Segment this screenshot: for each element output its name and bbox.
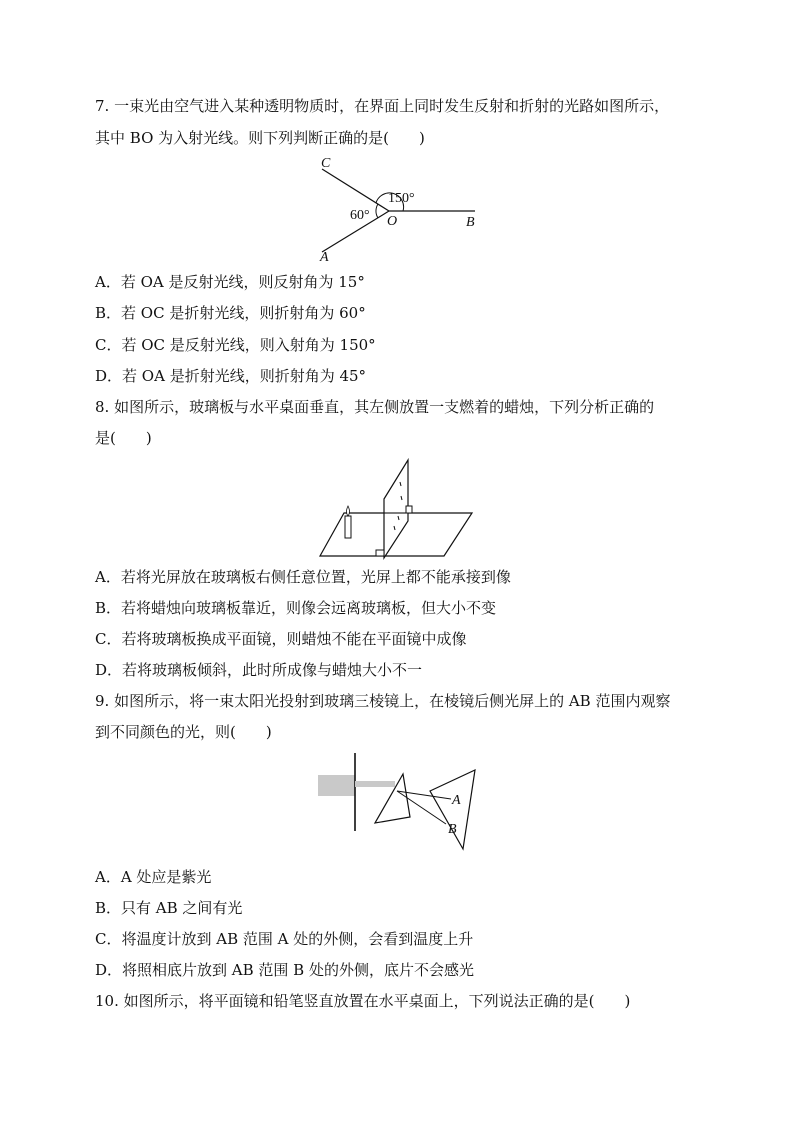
q7-option-d: D．若 OA 是折射光线，则折射角为 45° bbox=[95, 367, 367, 385]
label-b: B bbox=[448, 822, 457, 837]
sunlight-source bbox=[318, 775, 355, 796]
q7-option-b: B．若 OC 是折射光线，则折射角为 60° bbox=[95, 304, 366, 322]
q7-stem-line1: 7. 一束光由空气进入某种透明物质时，在界面上同时发生反射和折射的光路如图所示， bbox=[95, 97, 670, 115]
label-a: A bbox=[320, 250, 329, 262]
angle-60-label: 60° bbox=[350, 208, 370, 223]
candle bbox=[345, 516, 351, 538]
q10-stem-line1: 10. 如图所示，将平面镜和铅笔竖直放置在水平桌面上，下列说法正确的是( ) bbox=[95, 992, 631, 1010]
plate-holder bbox=[376, 550, 384, 556]
light-beam bbox=[355, 781, 395, 787]
candle-image bbox=[406, 506, 412, 513]
label-a: A bbox=[452, 793, 461, 808]
q9-figure bbox=[315, 749, 485, 859]
q7-option-a: A．若 OA 是反射光线，则反射角为 15° bbox=[95, 273, 365, 291]
q9-stem-line1: 9. 如图所示，将一束太阳光投射到玻璃三棱镜上，在棱镜后侧光屏上的 AB 范围内观察 bbox=[95, 692, 671, 710]
q8-option-c: C．若将玻璃板换成平面镜，则蜡烛不能在平面镜中成像 bbox=[95, 630, 467, 648]
q8-option-d: D．若将玻璃板倾斜，此时所成像与蜡烛大小不一 bbox=[95, 661, 423, 679]
ray-oc bbox=[322, 169, 389, 211]
light-screen bbox=[430, 770, 475, 849]
q8-figure bbox=[318, 456, 478, 561]
dispersed-ray-a bbox=[397, 791, 451, 799]
q8-option-b: B．若将蜡烛向玻璃板靠近，则像会远离玻璃板，但大小不变 bbox=[95, 599, 497, 617]
dispersed-ray-b bbox=[397, 791, 446, 824]
q8-stem-line1: 8. 如图所示，玻璃板与水平桌面垂直，其左侧放置一支燃着的蜡烛，下列分析正确的 bbox=[95, 398, 655, 416]
q7-option-c: C．若 OC 是反射光线，则入射角为 150° bbox=[95, 336, 376, 354]
q9-option-c: C．将温度计放到 AB 范围 A 处的外侧，会看到温度上升 bbox=[95, 930, 474, 948]
label-o: O bbox=[387, 214, 398, 229]
q7-stem-line2: 其中 BO 为入射光线。则下列判断正确的是( ) bbox=[95, 129, 425, 147]
q9-option-a: A．A 处应是紫光 bbox=[95, 868, 212, 886]
candle-flame bbox=[347, 506, 350, 516]
glass-plate bbox=[384, 460, 408, 558]
label-b: B bbox=[466, 215, 475, 230]
q9-option-d: D．将照相底片放到 AB 范围 B 处的外侧，底片不会感光 bbox=[95, 961, 474, 979]
q7-figure bbox=[310, 152, 510, 262]
q9-option-b: B．只有 AB 之间有光 bbox=[95, 899, 243, 917]
q8-option-a: A．若将光屏放在玻璃板右侧任意位置，光屏上都不能承接到像 bbox=[95, 568, 511, 586]
angle-150-label: 150° bbox=[388, 191, 415, 206]
q8-stem-line2: 是( ) bbox=[95, 429, 152, 447]
angle-arc-60 bbox=[376, 204, 378, 218]
q9-stem-line2: 到不同颜色的光，则( ) bbox=[95, 723, 272, 741]
label-c: C bbox=[321, 156, 331, 171]
